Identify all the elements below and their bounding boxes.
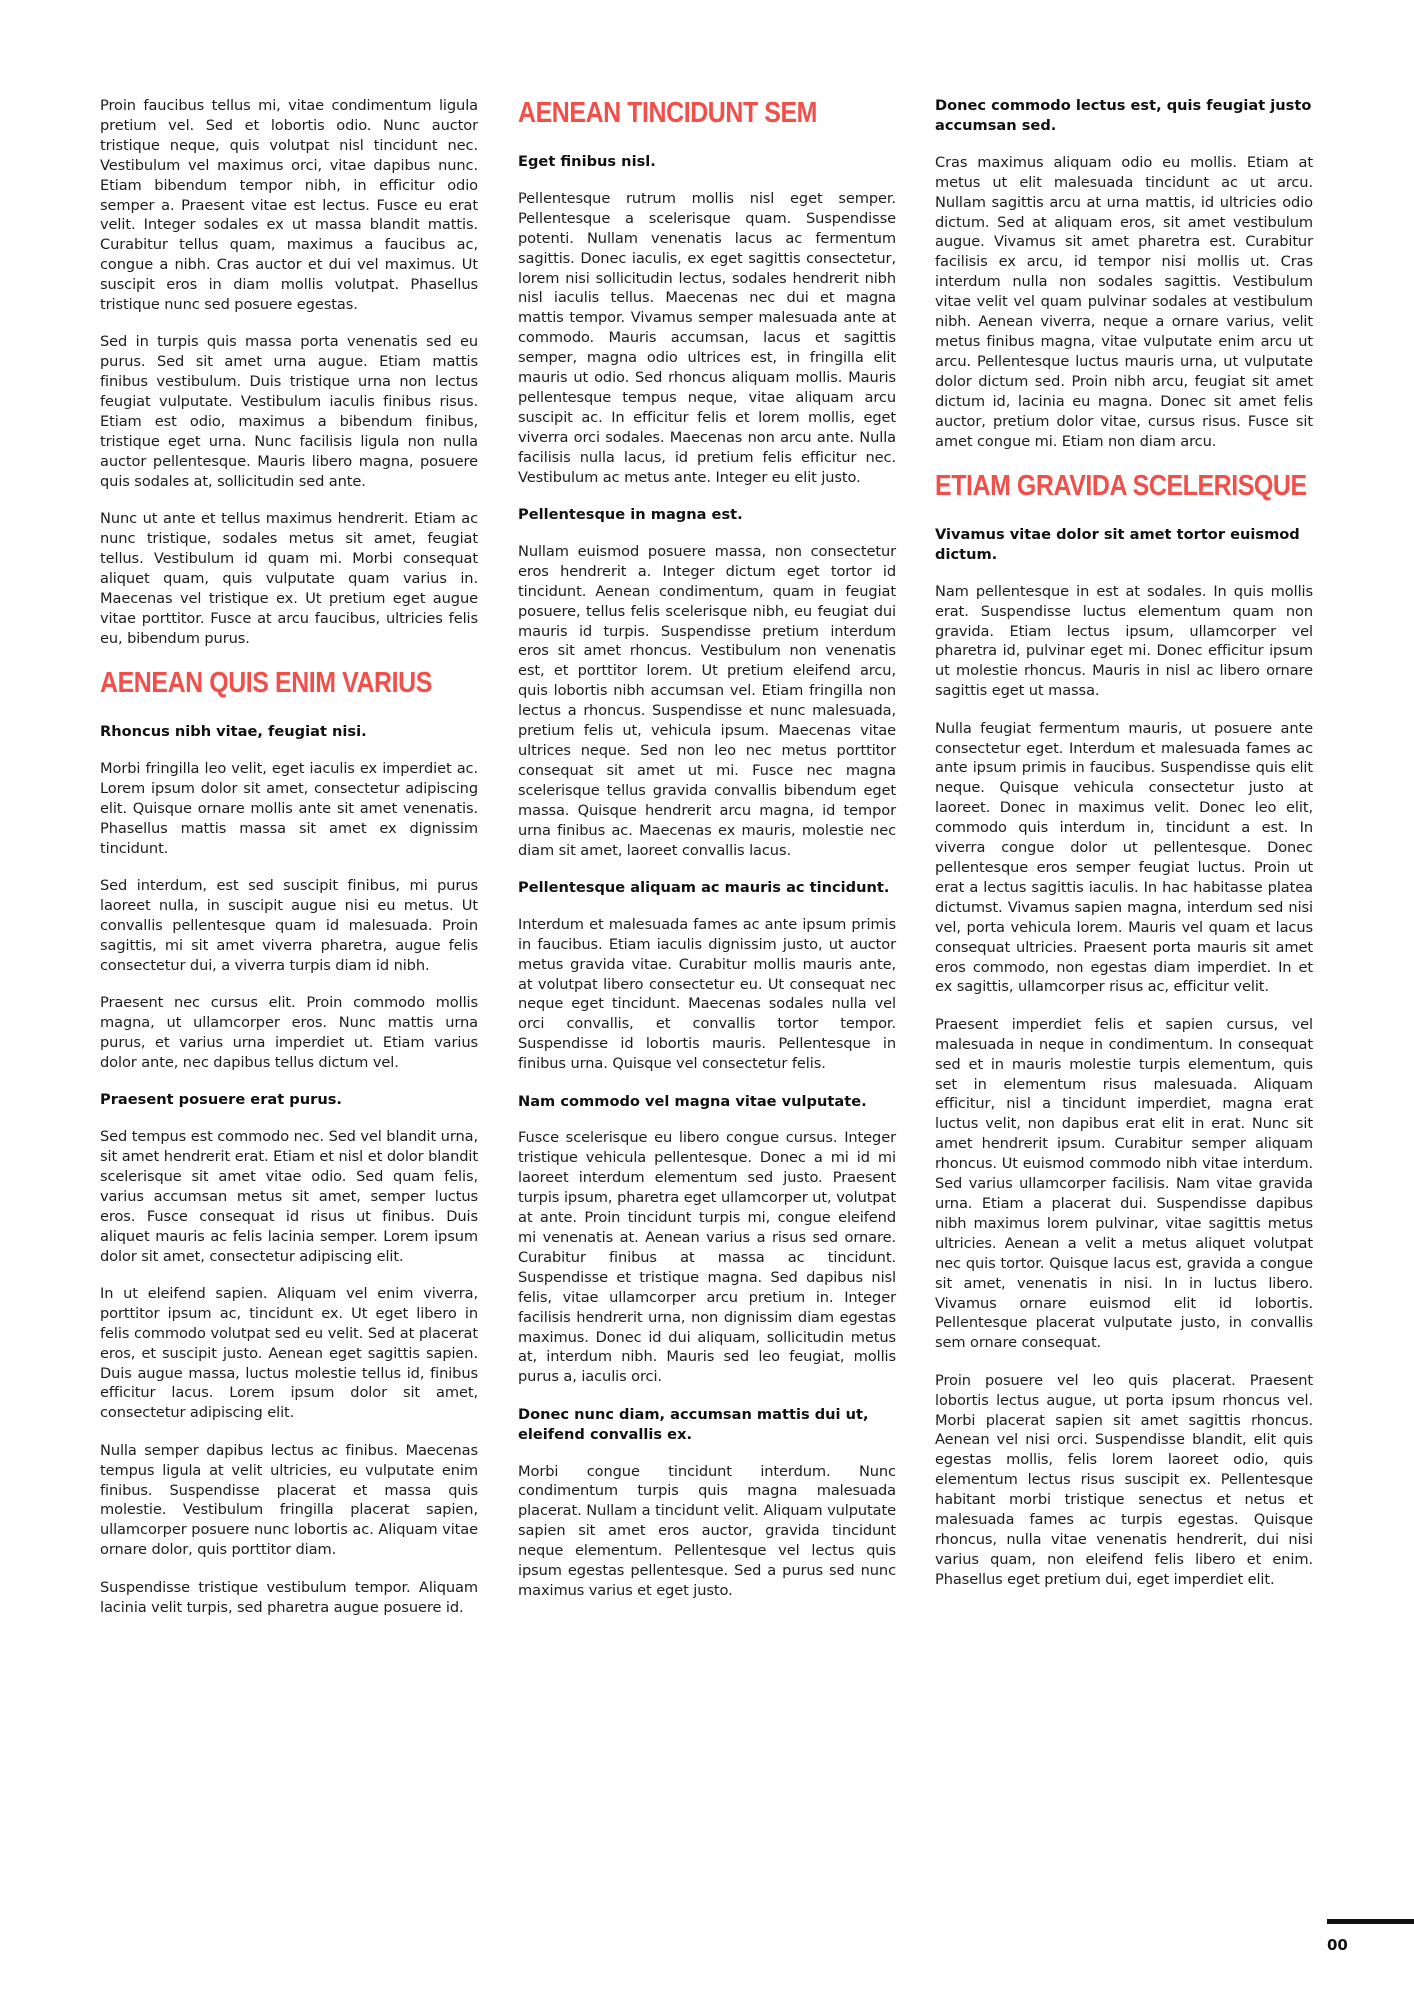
body-paragraph: Nulla feugiat fermentum mauris, ut posuere ante consectetur eget. Interdum et malesuada fames ac ante ipsum primis in faucibus. Suspendisse quis elit neque. Quisque vehicula consectetur justo at laoreet. Donec in maximus velit. Donec leo elit, commodo quis interdum in, tincidunt a est. In viverra congue dolor ut pellentesque. Donec pellentesque eros semper feugiat luctus. Proin ut erat a lectus sagittis iaculis. In hac habitasse platea dictumst. Vivamus sapien magna, interdum sed nisi vel, porta vehicula lorem. Mauris vel quam et lacus consequat ultricies. Praesent porta mauris sit amet eros commodo, non egestas diam imperdiet. In et ex sagittis, ullamcorper risus ac, efficitur velit. bbox=[935, 719, 1313, 996]
body-paragraph: Praesent nec cursus elit. Proin commodo mollis magna, ut ullamcorper eros. Nunc mattis urna purus, et varius urna imperdiet ut. Etiam varius dolor ante, nec dapibus tellus dictum vel. bbox=[100, 994, 478, 1071]
body-paragraph: Pellentesque rutrum mollis nisl eget semper. Pellentesque a scelerisque quam. Suspendisse potenti. Nullam venenatis lacus ac fermentum sagittis. Donec iaculis, ex eget sagittis consectetur, lorem nisi sollicitudin lectus, sodales hendrerit nibh nisl iaculis tellus. Maecenas nec dui et magna mattis tempor. Vivamus semper malesuada ante at commodo. Mauris accumsan, lacus et sagittis semper, magna odio ultrices est, in fringilla elit mauris ut odio. Sed rhoncus aliquam mollis. Mauris pellentesque tempus neque, vitae aliquam arcu suscipit ac. In efficitur felis et lorem mollis, eget viverra orci sodales. Maecenas non arcu ante. Nulla facilisis nulla lacus, id pretium felis efficitur nec. Vestibulum ac metus ante. Integer eu elit justo. bbox=[518, 189, 896, 486]
section-heading: AENEAN QUIS ENIM VARIUS bbox=[100, 667, 432, 700]
body-paragraph: Sed tempus est commodo nec. Sed vel blandit urna, sit amet hendrerit erat. Etiam et nisl et dolor blandit scelerisque sit amet vitae odio. Sed quam felis, varius accumsan metus sit amet, semper luctus eros. Fusce consequat id risus ut finibus. Duis aliquet mauris ac felis lacinia semper. Lorem ipsum dolor sit amet, consectetur adipiscing elit. bbox=[100, 1128, 479, 1265]
body-paragraph: Nunc ut ante et tellus maximus hendrerit. Etiam ac nunc tristique, sodales metus sit amet, feugiat tellus. Vestibulum id quam mi. Morbi consequat aliquet quam, quis vulputate quam varius in. Maecenas vel tristique ex. Ut pretium eget augue vitae porttitor. Fusce at arcu faucibus, ultricies felis eu, bibendum purus. bbox=[100, 510, 478, 647]
body-paragraph: Morbi fringilla leo velit, eget iaculis ex imperdiet ac. Lorem ipsum dolor sit amet, consectetur adipiscing elit. Quisque ornare mollis ante sit amet venenatis. Phasellus mattis massa sit amet ex dignissim tincidunt. bbox=[100, 759, 478, 857]
body-paragraph: Fusce scelerisque eu libero congue cursus. Integer tristique vehicula pellentesque. Donec a mi id mi laoreet interdum elementum sed justo. Praesent turpis ipsum, pharetra eget ullamcorper ut, volutpat at ante. Proin tincidunt turpis mi, congue eleifend mi venenatis at. Aenean varius a risus sed ornare. Curabitur finibus at massa ac tincidunt. Suspendisse et tristique magna. Sed dapibus nisl felis, vitae ullamcorper arcu pretium in. Integer facilisis hendrerit urna, non dignissim diam egestas maximus. Donec id dui aliquam, sollicitudin metus at, interdum nibh. Mauris sed leo feugiat, mollis purus a, iaculis orci. bbox=[518, 1129, 896, 1386]
body-paragraph: In ut eleifend sapien. Aliquam vel enim viverra, porttitor ipsum ac, tincidunt ex. Ut eget libero in felis commodo volutpat sed eu velit. Sed at placerat eros, et suscipit justo. Aenean eget sagittis sapien. Duis augue massa, luctus molestie tellus id, finibus efficitur lacus. Lorem ipsum dolor sit amet, consectetur adipiscing elit. bbox=[100, 1284, 478, 1422]
subheading: Donec nunc diam, accumsan mattis dui ut, eleifend convallis ex. bbox=[518, 1405, 869, 1443]
column-3 bbox=[935, 96, 1313, 1607]
body-paragraph: Nam pellentesque in est at sodales. In quis mollis erat. Suspendisse luctus elementum quam non gravida. Etiam lectus ipsum, ullamcorper vel pharetra id, pulvinar eget mi. Donec efficitur ipsum ut molestie rhoncus. Mauris in nisl ac libero ornare sagittis eget ut massa. bbox=[935, 582, 1313, 700]
subheading: Pellentesque in magna est. bbox=[518, 506, 743, 523]
body-paragraph: Nullam euismod posuere massa, non consectetur eros hendrerit a. Integer dictum eget tortor id tincidunt. Aenean condimentum, quam in feugiat posuere, tellus felis scelerisque nibh, eu feugiat dui mauris id turpis. Suspendisse pretium interdum eros sit amet rhoncus. Vestibulum non venenatis est, et porttitor lorem. Ut pretium eleifend arcu, quis lobortis nibh accumsan vel. Etiam fringilla non lectus a rhoncus. Suspendisse et nunc malesuada, pretium felis ut, vehicula ipsum. Maecenas vitae ultrices neque. Sed non leo nec metus porttitor consequat sit amet ut mi. Fusce nec magna scelerisque tellus gravida convallis bibendum eget massa. Quisque hendrerit arcu magna, id tempor urna finibus ac. Maecenas ex mauris, molestie nec diam sit amet, laoreet convallis lacus. bbox=[518, 542, 896, 859]
section-heading: AENEAN TINCIDUNT SEM bbox=[518, 97, 817, 129]
body-paragraph: Nulla semper dapibus lectus ac finibus. Maecenas tempus ligula at velit ultricies, eu vulputate enim finibus. Suspendisse placerat et massa quis molestie. Vestibulum fringilla placerat sapien, ullamcorper posuere nunc lobortis ac. Aliquam vitae ornare dolor, quis porttitor diam. bbox=[100, 1441, 478, 1559]
column-1 bbox=[100, 96, 478, 1635]
page-number: 00 bbox=[1327, 1936, 1348, 1954]
subheading: Nam commodo vel magna vitae vulputate. bbox=[518, 1092, 867, 1110]
body-paragraph: Sed in turpis quis massa porta venenatis sed eu purus. Sed sit amet urna augue. Etiam mattis finibus vestibulum. Duis tristique urna non lectus feugiat vulputate. Vestibulum iaculis finibus risus. Etiam est odio, maximus a bibendum finibus, tristique eget urna. Nunc facilisis ligula non nulla auctor pellentesque. Mauris libero magna, posuere quis sodales at, sollicitudin sed ante. bbox=[100, 333, 478, 490]
body-paragraph: Praesent imperdiet felis et sapien cursus, vel malesuada in neque in condimentum. In consequat sed et in mauris molestie turpis elementum, quis set in elementum risus malesuada. Aliquam efficitur, nisl a tincidunt imperdiet, magna erat luctus velit, non dapibus erat elit in erat. Nunc sit amet hendrerit ipsum. Curabitur semper aliquam rhoncus. Ut euismod commodo nibh vitae interdum. Sed varius ullamcorper facilisis. Nam vitae gravida urna. Etiam a placerat dui. Suspendisse dapibus nibh maximus lorem pulvinar, vitae sagittis metus ultricies. Aenean a velit a metus aliquet volutpat nec quis tortor. Quisque lacus est, gravida a congue sit amet, venenatis in nisi. In in luctus libero. Vivamus ornare euismod elit id lobortis. Pellentesque placerat vulputate justo, in convallis sem ornare consequat. bbox=[935, 1015, 1313, 1352]
body-paragraph: Cras maximus aliquam odio eu mollis. Etiam at metus ut elit malesuada tincidunt ac ut arcu. Nullam sagittis arcu at urna mattis, id ultricies odio dictum. Sed at aliquam eros, sit amet vestibulum augue. Vivamus sit amet pharetra est. Curabitur facilisis ex arcu, id tempor nisi mollis ut. Cras interdum nulla non sodales sagittis. Vestibulum vitae velit vel quam pulvinar sodales at vestibulum nibh. Aenean viverra, neque a ornare varius, velit metus finibus magna, vitae vulputate enim arcu ut arcu. Pellentesque luctus mauris urna, ut vulputate dolor dictum sed. Proin nibh arcu, feugiat sit amet dictum id, lacinia eu magna. Donec sit amet felis auctor, pretium dolor vitae, cursus risus. Fusce sit amet congue mi. Etiam non diam arcu. bbox=[935, 153, 1313, 450]
body-paragraph: Sed interdum, est sed suscipit finibus, mi purus laoreet nulla, in suscipit augue nisi eu metus. Ut convallis pellentesque quam id malesuada. Proin sagittis, mi sit amet viverra pharetra, augue felis consectetur dui, a viverra turpis diam id nibh. bbox=[100, 877, 478, 974]
body-paragraph: Proin posuere vel leo quis placerat. Praesent lobortis lectus augue, ut porta ipsum rhoncus vel. Morbi placerat sapien sit amet sagittis rhoncus. Aenean vel nisi orci. Suspendisse blandit, elit quis egestas mollis, felis lorem laoreet odio, quis elementum lectus risus suscipit ex. Pellentesque habitant morbi tristique senectus et netus et malesuada fames ac turpis egestas. Quisque rhoncus, nulla vitae venenatis hendrerit, dui nisi varius quam, non eleifend felis libero et enim. Phasellus eget pretium dui, eget imperdiet elit. bbox=[935, 1371, 1313, 1588]
column-2 bbox=[518, 96, 896, 1618]
body-paragraph: Morbi congue tincidunt interdum. Nunc condimentum turpis quis magna malesuada placerat. Nullam a tincidunt velit. Aliquam vulputate sapien sit amet eros auctor, gravida tincidunt neque elementum. Pellentesque vel lectus quis ipsum egestas pellentesque. Sed a purus sed nunc maximus varius et eget justo. bbox=[518, 1462, 896, 1599]
body-paragraph: Interdum et malesuada fames ac ante ipsum primis in faucibus. Etiam iaculis dignissim justo, ut auctor metus gravida vitae. Curabitur mollis mauris ante, at volutpat libero consectetur eu. Ut consequat nec neque eget tincidunt. Maecenas sodales nulla vel orci convallis, et convallis tortor tempor. Suspendisse id lobortis mauris. Pellentesque in finibus urna. Quisque vel consectetur felis. bbox=[518, 915, 896, 1073]
subheading: Pellentesque aliquam ac mauris ac tincidunt. bbox=[518, 878, 890, 896]
subheading: Rhoncus nibh vitae, feugiat nisi. bbox=[100, 723, 367, 741]
section-heading: ETIAM GRAVIDA SCELERISQUE bbox=[935, 469, 1307, 502]
subheading: Vivamus vitae dolor sit amet tortor euismod dictum. bbox=[935, 525, 1300, 563]
body-paragraph: Proin faucibus tellus mi, vitae condimentum ligula pretium vel. Sed et lobortis odio. Nunc auctor tristique neque, quis volutpat nisl tincidunt nec. Vestibulum vel maximus orci, vitae dapibus nunc. Etiam bibendum tempor nibh, in efficitur odio semper a. Praesent vitae est lectus. Fusce eu erat velit. Integer sodales ex ut massa blandit mattis. Curabitur tellus quam, maximus a faucibus ac, congue a nibh. Cras auctor et dui vel maximus. Ut suscipit eros in diam mollis volutpat. Phasellus tristique nunc sed posuere egestas. bbox=[100, 97, 478, 314]
subheading: Eget finibus nisl. bbox=[518, 153, 656, 170]
footer-rule bbox=[1327, 1919, 1414, 1924]
subheading: Donec commodo lectus est, quis feugiat justo accumsan sed. bbox=[935, 97, 1312, 134]
subheading: Praesent posuere erat purus. bbox=[100, 1091, 342, 1109]
body-paragraph: Suspendisse tristique vestibulum tempor. Aliquam lacinia velit turpis, sed pharetra augue posuere id. bbox=[100, 1578, 478, 1616]
